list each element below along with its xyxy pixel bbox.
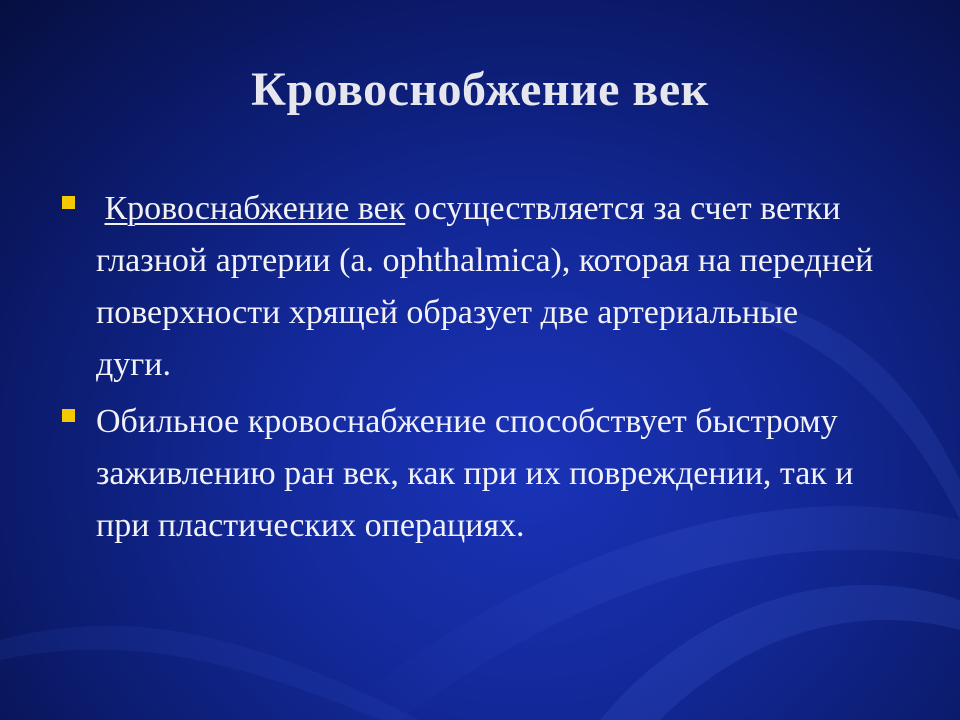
bullet-text — [96, 190, 873, 383]
bullet-lead-link[interactable]: Кровоснабжение век — [104, 190, 406, 227]
bullet-list — [60, 183, 880, 557]
bullet-item — [60, 396, 880, 552]
bullet-square-icon — [62, 409, 75, 422]
bullet-square-icon — [62, 196, 75, 209]
slide-title: Кровоснобжение век — [251, 63, 709, 116]
bullet-body: осуществляется за счет ветки глазной артерии (a. ophthalmica), которая на передней поверхности хрящей образует две артериальные дуги. — [96, 190, 874, 383]
bullet-item — [60, 183, 880, 391]
bullet-body: Обильное кровоснабжение способствует быстрому заживлению ран век, как при их повреждении, так и при пластических операциях. — [96, 403, 854, 544]
